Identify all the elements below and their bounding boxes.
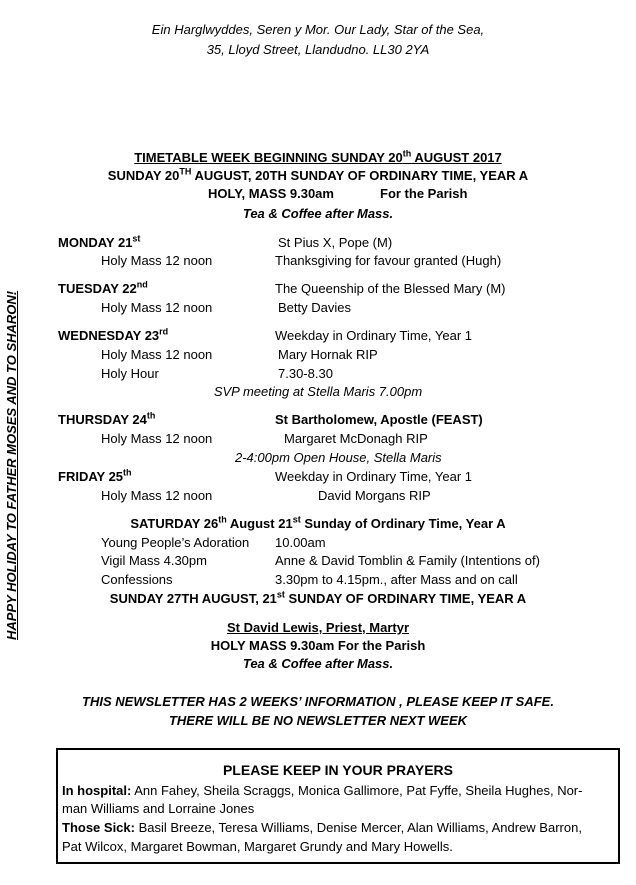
notice-line2: THERE WILL BE NO NEWSLETTER NEXT WEEK (168, 713, 468, 728)
timetable-heading: TIMETABLE WEEK BEGINNING SUNDAY 20th AUGUST 2017 (134, 148, 502, 165)
monday-feast: St Pius X, Pope (M) (278, 235, 393, 250)
sick-line1: Those Sick: Basil Breeze, Teresa Williams, Denise Mercer, Alan Williams, Andrew Barron, (62, 820, 582, 835)
sunday27-mass: HOLY MASS 9.30am For the Parish (210, 638, 426, 653)
sunday-heading: SUNDAY 20TH AUGUST, 20TH SUNDAY OF ORDINARY TIME, YEAR A (107, 166, 529, 183)
saturday-heading: SATURDAY 26th August 21st Sunday of Ordinary Time, Year A (130, 514, 506, 531)
sunday27-feast: St David Lewis, Priest, Martyr (226, 620, 410, 635)
thursday-note: 2-4:00pm Open House, Stella Maris (235, 450, 442, 465)
tuesday-mass: Holy Mass 12 noon (101, 300, 213, 315)
friday-intention: David Morgans RIP (318, 488, 431, 503)
saturday-adoration: Young People’s Adoration (101, 535, 250, 550)
monday-intention: Thanksgiving for favour granted (Hugh) (275, 253, 502, 268)
wednesday-day: WEDNESDAY 23rd (58, 326, 169, 343)
hospital-line1: In hospital: Ann Fahey, Sheila Scraggs, Monica Gallimore, Pat Fyffe, Sheila Hughes, Nor- (62, 783, 583, 798)
sunday-mass: HOLY, MASS 9.30am (208, 186, 334, 201)
wednesday-mass: Holy Mass 12 noon (101, 347, 213, 362)
hospital-line2: man Williams and Lorraine Jones (62, 801, 255, 816)
friday-feast: Weekday in Ordinary Time, Year 1 (275, 469, 473, 484)
header-line1: Ein Harglwyddes, Seren y Mor. Our Lady, Star of the Sea, (151, 22, 485, 37)
sunday-tea: Tea & Coffee after Mass. (242, 206, 394, 221)
friday-mass: Holy Mass 12 noon (101, 488, 213, 503)
thursday-day: THURSDAY 24th (58, 410, 156, 427)
wednesday-intention: Mary Hornak RIP (278, 347, 378, 362)
thursday-intention: Margaret McDonagh RIP (284, 431, 428, 446)
sunday-intention: For the Parish (380, 186, 468, 201)
sunday27-heading: SUNDAY 27TH AUGUST, 21st SUNDAY OF ORDINARY TIME, YEAR A (109, 589, 527, 606)
saturday-confessions: Confessions (101, 572, 173, 587)
wednesday-holy-hour-time: 7.30-8.30 (278, 366, 333, 381)
side-holiday-message: HAPPY HOLIDAY TO FATHER MOSES AND TO SHARON! (4, 290, 19, 640)
thursday-mass: Holy Mass 12 noon (101, 431, 213, 446)
monday-mass: Holy Mass 12 noon (101, 253, 213, 268)
saturday-vigil: Vigil Mass 4.30pm (101, 553, 207, 568)
saturday-confessions-time: 3.30pm to 4.15pm., after Mass and on call (275, 572, 518, 587)
wednesday-note: SVP meeting at Stella Maris 7.00pm (213, 384, 423, 399)
sunday27-tea: Tea & Coffee after Mass. (242, 656, 394, 671)
sick-line2: Pat Wilcox, Margaret Bowman, Margaret Grundy and Mary Howells. (62, 839, 453, 854)
friday-day: FRIDAY 25th (58, 467, 132, 484)
wednesday-feast: Weekday in Ordinary Time, Year 1 (275, 328, 473, 343)
notice-line1: THIS NEWSLETTER HAS 2 WEEKS’ INFORMATION , PLEASE KEEP IT SAFE. (82, 694, 554, 709)
header-line2: 35, Lloyd Street, Llandudno. LL30 2YA (206, 42, 430, 57)
prayers-box (56, 748, 620, 864)
tuesday-day: TUESDAY 22nd (58, 279, 148, 296)
saturday-adoration-time: 10.00am (275, 535, 326, 550)
thursday-feast: St Bartholomew, Apostle (FEAST) (275, 412, 483, 427)
saturday-vigil-intention: Anne & David Tomblin & Family (Intentions of) (275, 553, 540, 568)
wednesday-holy-hour: Holy Hour (101, 366, 159, 381)
tuesday-intention: Betty Davies (278, 300, 351, 315)
tuesday-feast: The Queenship of the Blessed Mary (M) (275, 281, 506, 296)
prayers-title: PLEASE KEEP IN YOUR PRAYERS (222, 762, 454, 778)
monday-day: MONDAY 21st (58, 233, 141, 250)
